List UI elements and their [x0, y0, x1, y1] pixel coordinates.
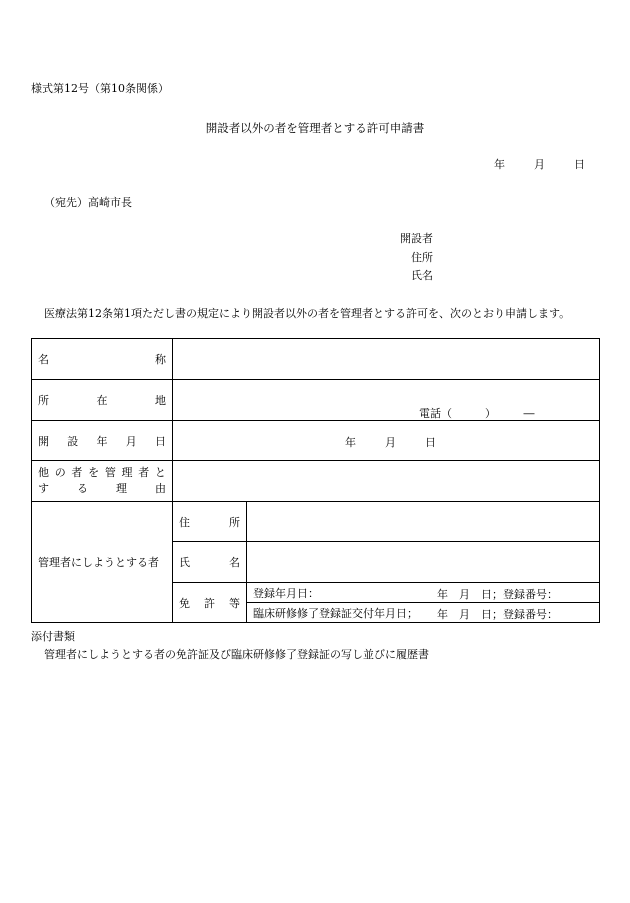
application-statement: 医療法第12条第1項ただし書の規定により開設者以外の者を管理者とする許可を、次のとおり申請します。 — [44, 307, 571, 320]
opened-date-value — [173, 421, 600, 461]
location-label: 所 在 地 — [32, 380, 173, 421]
name-label: 名 称 — [32, 339, 173, 380]
row-name — [32, 339, 600, 380]
row-reason — [32, 461, 600, 502]
row-manager-address — [32, 502, 600, 542]
applicant-name-label: 氏名 — [411, 269, 433, 282]
license-row-2 — [247, 603, 600, 623]
name-value — [173, 339, 600, 380]
document-title: 開設者以外の者を管理者とする許可申請書 — [205, 121, 425, 135]
applicant-heading: 開設者 — [400, 232, 433, 245]
row-opened-date — [32, 421, 600, 461]
training-certificate-label: 臨床研修修了登録証交付年月日； — [253, 606, 418, 620]
attachments-text: 管理者にしようとする者の免許証及び臨床研修修了登録証の写し並びに履歴書 — [44, 648, 429, 661]
date-month: 月 — [534, 158, 545, 171]
manager-name-label: 氏 名 — [173, 542, 247, 583]
opened-month: 月 — [385, 436, 396, 449]
attachments-heading: 添付書類 — [31, 630, 75, 643]
applicant-address-label: 住所 — [411, 251, 433, 264]
manager-label: 管理者にしようとする者 — [32, 502, 173, 623]
opened-day: 日 — [425, 436, 436, 449]
manager-address-value — [247, 502, 600, 542]
manager-address-label: 住 所 — [173, 502, 247, 542]
training-certificate-fields: 年 月 日；登録番号： — [437, 608, 558, 621]
application-form-table — [31, 338, 600, 623]
registration-date-label: 登録年月日： — [253, 586, 319, 600]
registration-date-fields: 年 月 日；登録番号： — [437, 588, 558, 601]
license-label: 免 許 等 — [173, 583, 247, 623]
form-number: 様式第12号（第10条関係） — [31, 82, 169, 95]
opened-year: 年 — [345, 436, 356, 449]
addressee: （宛先）高崎市長 — [44, 196, 132, 209]
location-value — [173, 380, 600, 421]
row-location — [32, 380, 600, 421]
phone-label: 電話（ ） ― — [419, 407, 535, 420]
date-day: 日 — [574, 158, 585, 171]
opened-date-label: 開 設 年 月 日 — [32, 421, 173, 461]
reason-value — [173, 461, 600, 502]
license-row-1 — [247, 583, 600, 603]
date-line — [494, 156, 585, 172]
reason-label: 他 の 者 を 管 理 者 と す る 理 由 — [32, 461, 173, 502]
date-year: 年 — [494, 158, 505, 171]
manager-name-value — [247, 542, 600, 583]
